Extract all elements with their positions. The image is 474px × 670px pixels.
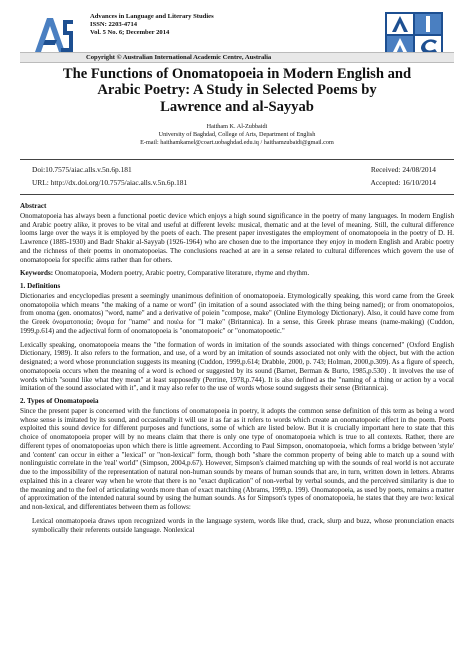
abstract-heading: Abstract [20, 202, 47, 210]
copyright-banner: Copyright © Australian International Academic Centre, Australia [20, 52, 454, 63]
doi-text: Doi:10.7575/aiac.alls.v.5n.6p.181 [32, 165, 132, 174]
section-2-quote: Lexical onomatopoeia draws upon recognized words in the language system, words like thud, crack, slurp and buzz, whose pronunciation enacts symbolically their referents outside language. Nonlexical [32, 516, 454, 534]
journal-name: Advances in Language and Literary Studies [90, 13, 214, 20]
author-email: E-mail: haithamkamel@coart.uobaghdad.edu.iq / haithamzubaidi@gmail.com [140, 139, 334, 146]
url-link[interactable]: URL: http://dx.doi.org/10.7575/aiac.alls.v.5n.6p.181 [32, 177, 188, 187]
divider-bottom [20, 194, 454, 195]
divider-top [20, 159, 454, 160]
keywords-label: Keywords: [20, 269, 54, 278]
section-1-paragraph-2: Lexically speaking, onomatopoeia means the "the formation of words in imitation of the sounds associated with things concerned" (Oxford English Dictionary, 1989). It also refers to the formation, and use, of a word by an imitation of sounds associated not only with the object, but with the action designated; a word whose pronunciation suggests its meaning (Cuddon, 1999,p.614; Drabble, 2000, p. 743; Holman, 2000,p.309). As a figure of speech, onomatopoeia occurs when the meaning of a word is echoed or suggested by its sound (Barnet, Berman & Burto, 1985,p.530) . It involves the use of words which "sound like what they mean" at least supposedly (Perrine, 1978,p.744). It is also defined as the "naming of a thing or action by a vocal imitation of the sound associated with it", and it may also refer to the use of words whose sound suggests their sense (Britannica). [20, 340, 454, 393]
section-2-paragraph-1: Since the present paper is concerned with the functions of onomatopoeia in poetry, it adopts the common sense definition of this term as being a word whose sense is imitated by its sound, and occasionally it will use it as far as it refers to words which create an onomatopoeic effect in the poem. Poets exploited this sound device for different purposes and functions, some of which are listed below. But it is crucially important here to state that this choice of onomatopoeia proper will by no means claim that there is only one type of onomatopoeia which is true to all contexts. Rather, there are different types of onomatopoeias upon which there is little agreement. According to Paul Simpson, onomatopoeia, which forms a bridge between 'style' and 'content' can occur in either a "lexical" or "non-lexical" form, though both "share the common property of being able to match up a sound with nonlinguistic correlate in the 'real' world" (Simpson, 2004,p.67). However, Simpson's claimed matching up with the sounds of real world is not accurate due to the impossibility of the representation of natural non-human sounds by means of human sounds that are, in turn, written down in letters. Abrams explained this in a clearer way when he wrote that there is no "exact duplication" of non-verbal by verbal sounds, and the perceived similarity is due to the meaning and to the feel of articulating words more than of exact matching (Abrams, 1999,p. 199). Onomatopoeia, as used by poets, remains a matter of approximation of the intended natural sound by using the human sounds. As for Simpson's types of onomatopoeia, he states that they are two: lexical and non-lexical, and differentiates between them as follows: [20, 406, 454, 511]
section-1-heading: 1. Definitions [20, 282, 61, 290]
keywords-text: Onomatopoeia, Modern poetry, Arabic poetry, Comparative literature, rhyme and rhythm. [53, 269, 310, 278]
author-block [20, 123, 454, 147]
section-1-paragraph-1: Dictionaries and encyclopedias present a seemingly unanimous definition of onomatopoeia. Etymologically speaking, this word came from the Greek onomatopoiia which means "the making of a name or word" (in imitation of a sound associated with the thing being named); or from onomatopoios, from onoma (gen. onomatos) "word, name" and a derivative of poiein "compose, make" (Online Etymology Dictionary). Also, it could have come from the Greek ὀνοματοποιία; ὄνομα for "name" and ποιέω for "I make" (Britannica). In a sense, this Greek phrase means (name-making) (Cuddon, 1999,p.614) and the adjectival form of onomatopoeia is "onomatopoeic" or "onomatopoetic." [20, 291, 454, 335]
alls-logo [33, 14, 77, 54]
journal-info [90, 13, 340, 38]
paper-title [20, 66, 454, 115]
title-line-1: The Functions of Onomatopoeia in Modern English and [62, 66, 412, 82]
keywords-line [20, 269, 454, 278]
title-line-2: Arabic Poetry: A Study in Selected Poems by [97, 82, 377, 99]
journal-volume: Vol. 5 No. 6; December 2014 [90, 29, 170, 37]
author-name: Haitham K. Al-Zubbaidi [206, 123, 268, 130]
journal-issn: ISSN: 2203-4714 [90, 21, 138, 29]
received-date: Received: 24/08/2014 [370, 165, 436, 174]
article-meta [32, 164, 436, 189]
title-line-3: Lawrence and al-Sayyab [160, 98, 314, 115]
abstract-text: Onomatopoeia has always been a functional poetic device which enjoys a high sound significance in the poetry of many languages. In modern English and Arabic poetry alike, it proves to be vital and useful at different levels: musical, thematic and at the level of meaning. Still, the cultural difference looms large over the ways it is employed by the poets of each. The present paper investigates the employment of onomatopoeia in the poetry of D. H. Lawrence (1885-1930) and Badr Shakir al-Sayyab (1926-1964) who are chosen due to the importance they enjoy in modern English and Arabic poetry and the richness of their poems in onomatopoeias. The conclusions reached at are in a sense related to cultural differences which govern the use of onomatopoeia for specific aims rather than for others. [20, 211, 454, 264]
article-body [20, 198, 454, 534]
author-affiliation: University of Baghdad, College of Arts, Department of English [158, 131, 316, 138]
section-2-heading: 2. Types of Onomatopoeia [20, 397, 99, 405]
accepted-date: Accepted: 16/10/2014 [370, 177, 436, 187]
